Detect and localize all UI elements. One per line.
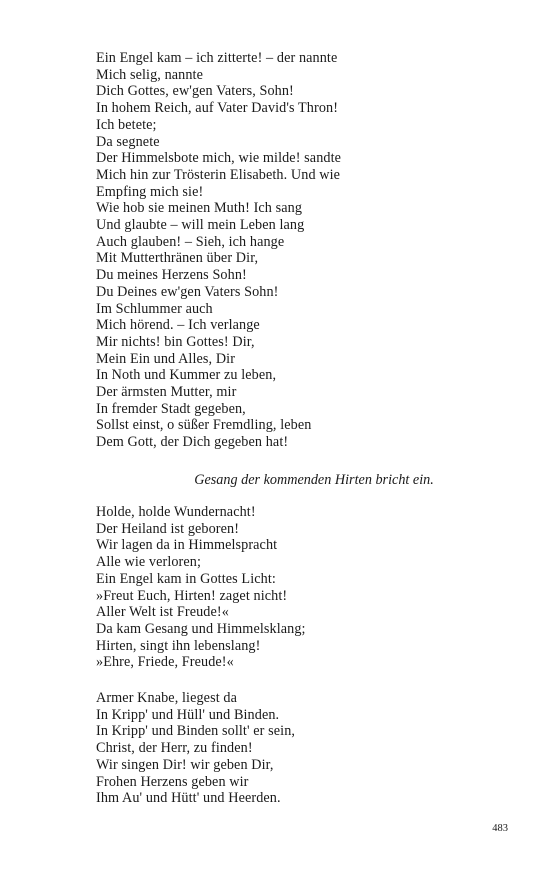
poem-stanza-1 [96, 50, 341, 451]
verse-line: Wir lagen da in Himmelspracht [96, 537, 278, 554]
verse-line: Wir singen Dir! wir geben Dir, [96, 756, 274, 773]
verse-line: Armer Knabe, liegest da [96, 690, 237, 706]
poem-stanza-2 [96, 504, 306, 671]
verse-line: Empfing mich sie! [96, 183, 204, 200]
verse-line: In Kripp' und Hüll' und Binden. [96, 706, 280, 723]
verse-line: Christ, der Herr, zu finden! [96, 740, 253, 757]
verse-line: Dem Gott, der Dich gegeben hat! [96, 434, 289, 451]
verse-line: In Noth und Kummer zu leben, [96, 367, 277, 384]
stage-direction [0, 471, 550, 489]
verse-line: Hirten, singt ihn lebenslang! [96, 637, 261, 654]
verse-line: Ein Engel kam – ich zitterte! – der nannte [96, 50, 338, 66]
verse-line: Der Heiland ist geboren! [96, 520, 240, 537]
stage-direction-text: Gesang der kommenden Hirten bricht ein. [194, 472, 434, 488]
verse-line: »Ehre, Friede, Freude!« [96, 654, 234, 671]
verse-line: Sollst einst, o süßer Fremdling, leben [96, 417, 312, 434]
verse-line: Ihm Au' und Hütt' und Heerden. [96, 790, 281, 807]
verse-line: Alle wie verloren; [96, 554, 202, 571]
verse-line: Mein Ein und Alles, Dir [96, 350, 236, 367]
verse-line: Frohen Herzens geben wir [96, 773, 249, 790]
verse-line: »Freut Euch, Hirten! zaget nicht! [96, 587, 288, 604]
verse-line: Aller Welt ist Freude!« [96, 604, 229, 621]
verse-line: Im Schlummer auch [96, 300, 213, 317]
verse-line: Holde, holde Wundernacht! [96, 504, 256, 520]
verse-line: In hohem Reich, auf Vater David's Thron! [96, 100, 339, 117]
verse-line: Mit Mutterthränen über Dir, [96, 250, 259, 267]
verse-line: Auch glauben! – Sieh, ich hange [96, 233, 285, 250]
verse-line: Mich hin zur Trösterin Elisabeth. Und wie [96, 166, 341, 183]
verse-line: Du meines Herzens Sohn! [96, 267, 247, 284]
verse-line: Und glaubte – will mein Leben lang [96, 217, 305, 234]
page-number: 483 [492, 823, 508, 834]
verse-line: In Kripp' und Binden sollt' er sein, [96, 723, 296, 740]
poem-stanza-3 [96, 690, 295, 807]
verse-line: Du Deines ew'gen Vaters Sohn! [96, 283, 279, 300]
verse-line: Da kam Gesang und Himmelsklang; [96, 620, 306, 637]
verse-line: Mich hörend. – Ich verlange [96, 317, 260, 334]
verse-line: Da segnete [96, 133, 160, 150]
verse-line: Dich Gottes, ew'gen Vaters, Sohn! [96, 83, 294, 100]
verse-line: In fremder Stadt gegeben, [96, 400, 246, 417]
verse-line: Der ärmsten Mutter, mir [96, 384, 237, 401]
verse-line: Der Himmelsbote mich, wie milde! sandte [96, 150, 342, 167]
verse-line: Wie hob sie meinen Muth! Ich sang [96, 200, 303, 217]
verse-line: Ein Engel kam in Gottes Licht: [96, 570, 276, 587]
verse-line: Ich betete; [96, 116, 157, 133]
verse-line: Mir nichts! bin Gottes! Dir, [96, 333, 255, 350]
verse-line: Mich selig, nannte [96, 66, 204, 83]
